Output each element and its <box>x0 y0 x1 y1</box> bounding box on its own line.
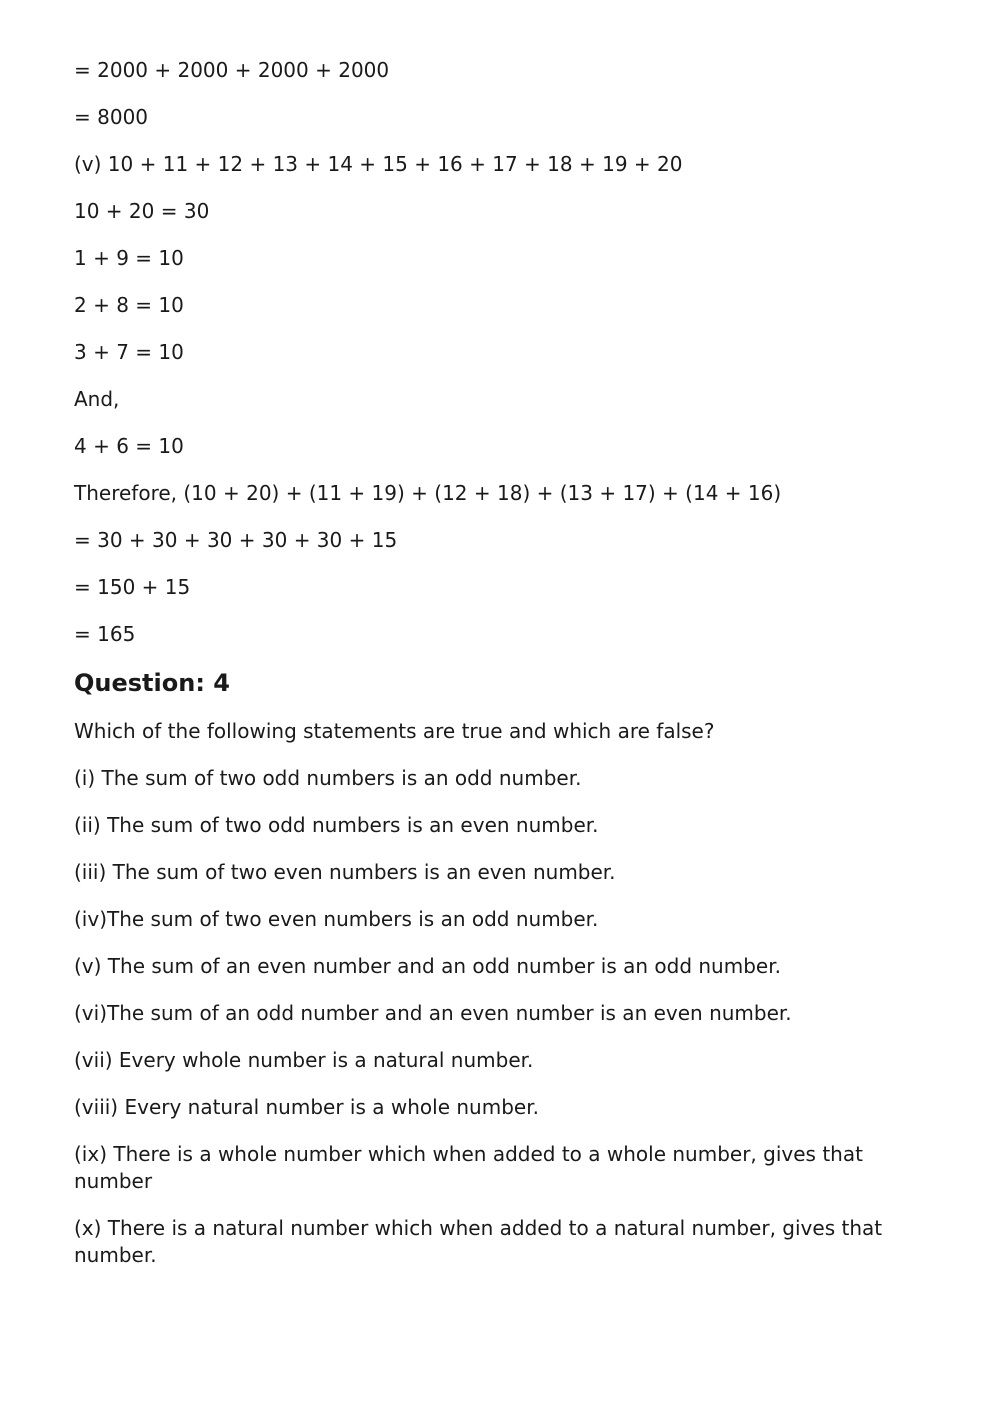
statement-item: (v) The sum of an even number and an odd number is an odd number. <box>74 954 781 978</box>
statement-item: (vi)The sum of an odd number and an even number is an even number. <box>74 1001 792 1025</box>
solution-line: Therefore, (10 + 20) + (11 + 19) + (12 + 18) + (13 + 17) + (14 + 16) <box>74 481 782 505</box>
solution-line: 10 + 20 = 30 <box>74 199 210 223</box>
question-prompt: Which of the following statements are true and which are false? <box>74 719 715 743</box>
statement-item: (vii) Every whole number is a natural number. <box>74 1048 534 1072</box>
statement-item: (x) There is a natural number which when added to a natural number, gives that number. <box>74 1216 889 1267</box>
statement-item: (i) The sum of two odd numbers is an odd number. <box>74 766 582 790</box>
statement-item: (ii) The sum of two odd numbers is an even number. <box>74 813 599 837</box>
solution-line: And, <box>74 387 120 411</box>
solution-line: 2 + 8 = 10 <box>74 293 184 317</box>
statement-item: (iii) The sum of two even numbers is an even number. <box>74 860 616 884</box>
solution-line: = 165 <box>74 622 136 646</box>
question-heading: Question: 4 <box>74 669 230 697</box>
solution-line: 4 + 6 = 10 <box>74 434 184 458</box>
solution-line: = 2000 + 2000 + 2000 + 2000 <box>74 58 390 82</box>
solution-line: = 8000 <box>74 105 149 129</box>
document-page <box>74 57 924 1289</box>
solution-line: (v) 10 + 11 + 12 + 13 + 14 + 15 + 16 + 17 + 18 + 19 + 20 <box>74 152 683 176</box>
solution-line: = 30 + 30 + 30 + 30 + 30 + 15 <box>74 528 398 552</box>
solution-block <box>74 57 924 648</box>
solution-line: 3 + 7 = 10 <box>74 340 184 364</box>
solution-line: = 150 + 15 <box>74 575 191 599</box>
question-block <box>74 718 924 1269</box>
statement-item: (viii) Every natural number is a whole number. <box>74 1095 539 1119</box>
statement-item: (iv)The sum of two even numbers is an odd number. <box>74 907 599 931</box>
statement-item: (ix) There is a whole number which when added to a whole number, gives that number <box>74 1142 870 1193</box>
solution-line: 1 + 9 = 10 <box>74 246 184 270</box>
